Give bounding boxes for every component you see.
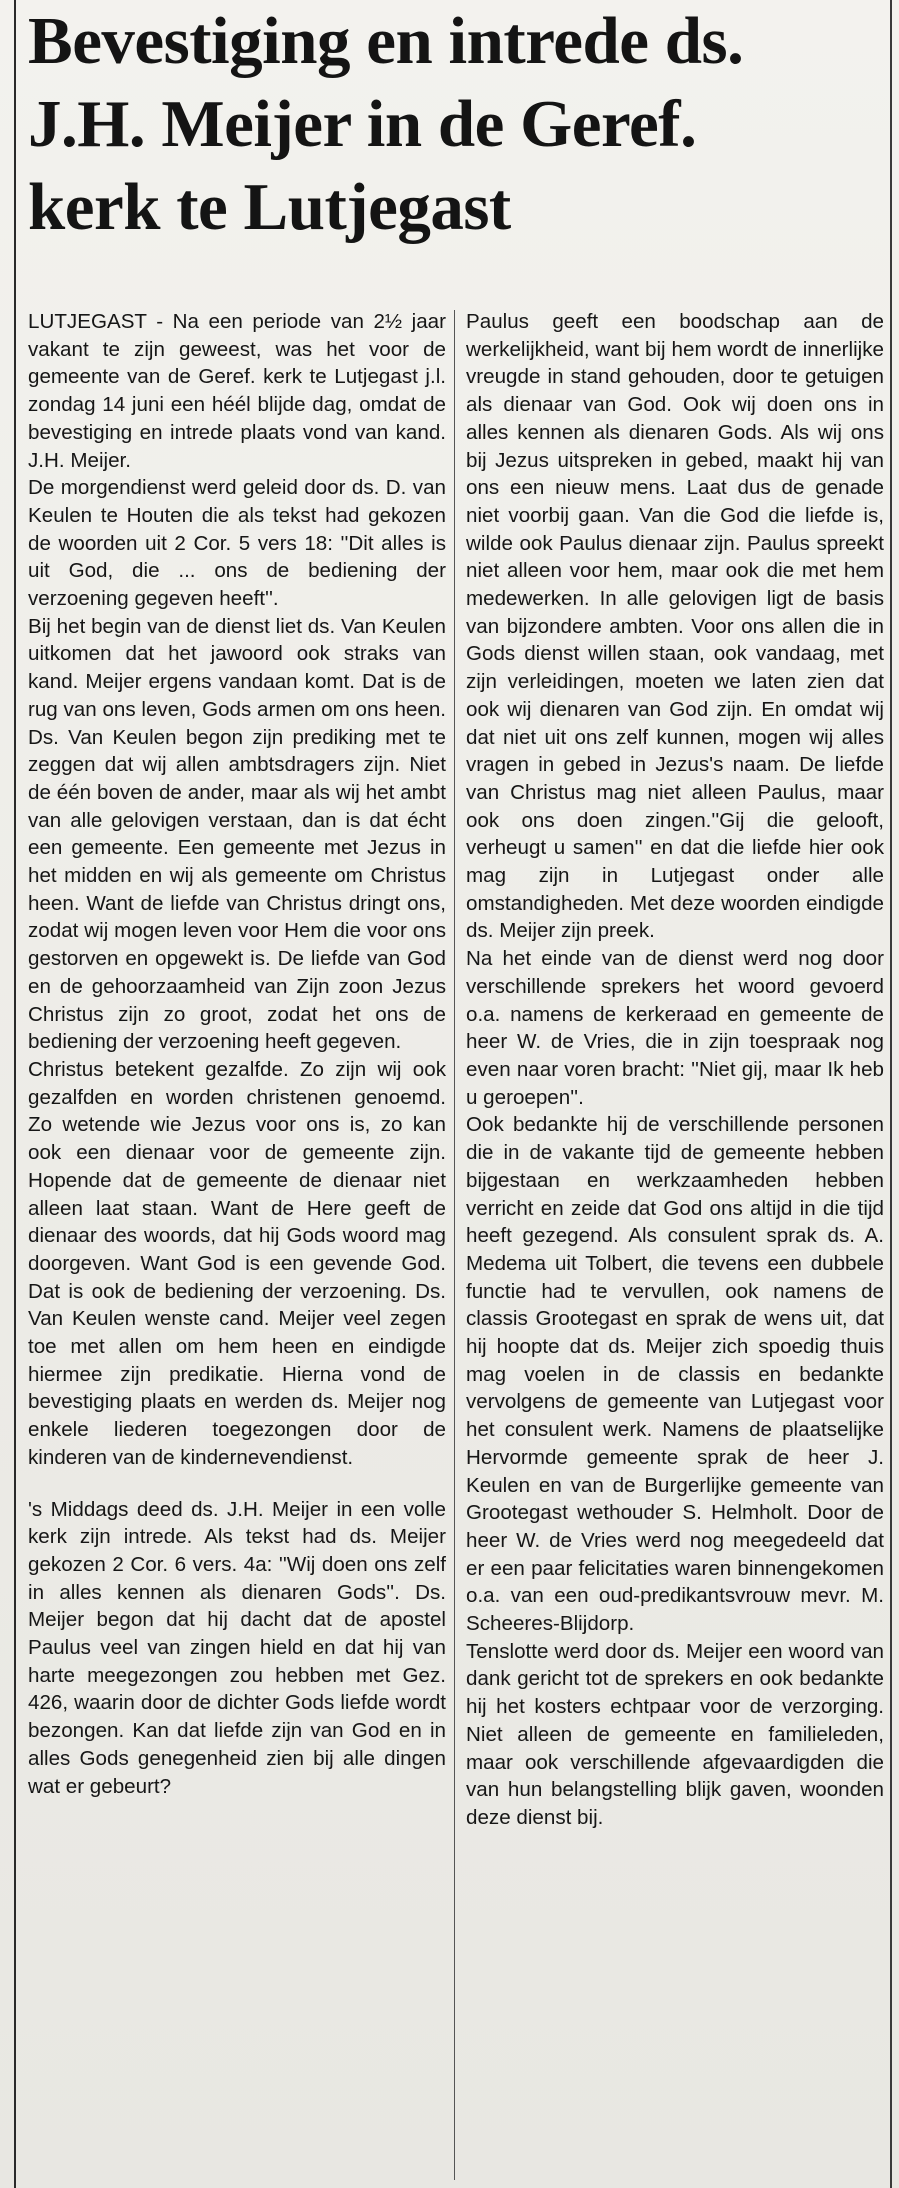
headline (28, 0, 888, 249)
paragraph-christus: Christus betekent gezalfde. Zo zijn wij ook gezalfden en worden christenen genoemd. Zo wetende wie Jezus voor ons is, zo kan ook een dienaar voor de gemeente zijn. Hopende dat de gemeente de dienaar niet alleen laat staan. Want de Here geeft de dienaar des woords, dat hij Gods woord mag doorgeven. Want God is een gevende God. Dat is ook de bediening der verzoening. Ds. Van Keulen wenste cand. Meijer veel zegen toe met allen om hem heen en eindigde hiermee zijn predikatie. Hierna vond de bevestiging plaats en werden ds. Meijer nog enkele liederen toegezongen door de kinderen van de kindernevendienst. (28, 1057, 446, 1469)
headline-line-3: kerk te Lutjegast (28, 170, 511, 244)
headline-line-1: Bevestiging en intrede ds. (28, 4, 744, 78)
paragraph-speakers: Na het einde van de dienst werd nog door verschillende sprekers het woord gevoerd o.a. namens de kerkeraad en gemeente de heer W. de Vries, die in zijn toespraak nog even naar voren bracht: ''Niet gij, maar Ik heb u geroepen''. (466, 947, 884, 1109)
paragraph-morning-service: De morgendienst werd geleid door ds. D. van Keulen te Houten die als tekst had gekozen de woorden uit 2 Cor. 5 vers 18: ''Dit alles is uit God, die ... ons de bediening der verzoening gegeven heeft''. (28, 476, 446, 611)
right-edge-rule (890, 0, 892, 2188)
article-column-right (466, 308, 884, 1832)
left-column-rule (14, 0, 16, 2188)
headline-line-2: J.H. Meijer in de Geref. (28, 87, 697, 161)
column-divider (454, 310, 455, 2180)
paragraph-sermon-start: Bij het begin van de dienst liet ds. Van Keulen uitkomen dat het jawoord ook straks van kand. Meijer ergens vandaan komt. Dat is de rug van ons leven, Gods armen om ons heen. Ds. Van Keulen begon zijn prediking met te zeggen dat wij allen ambtsdragers zijn. Niet de één boven de ander, maar als wij het ambt van alle gelovigen verstaan, dan is dat écht een gemeente. Een gemeente met Jezus in het midden en wij als gemeente om Christus heen. Want de liefde van Christus dringt ons, zodat wij mogen leven voor Hem die voor ons gestorven en opgewekt is. De liefde van God en de gehoorzaamheid van Zijn zoon Jezus Christus zijn zo groot, zodat het ons de bediening der verzoening heeft gegeven. (28, 614, 446, 1054)
paragraph-thanks: Ook bedankte hij de verschillende personen die in de vakante tijd de gemeente hebben bijgestaan en werkzaamheden hebben verricht en zeide dat God ons altijd in die tijd heeft gezegend. Als consulent sprak ds. A. Medema uit Tolbert, die tevens een dubbele functie had te vervullen, ook namens de classis Grootegast en sprak de wens uit, dat hij hoopte dat ds. Meijer zich spoedig thuis mag voelen in de classis en bedankte vervolgens de gemeente van Lutjegast voor het consulent werk. Namens de plaatselijke Hervormde gemeente sprak de heer J. Keulen en van de Burgerlijke gemeente van Grootegast wethouder S. Helmholt. Door de heer W. de Vries werd nog meegedeeld dat er een paar felicitaties waren binnengekomen o.a. van een oud-predikantsvrouw mevr. M. Scheeres-Blijdorp. (466, 1113, 884, 1636)
paragraph-afternoon-service: 's Middags deed ds. J.H. Meijer in een volle kerk zijn intrede. Als tekst had ds. Meijer gekozen 2 Cor. 6 vers. 4a: ''Wij doen ons zelf in alles kennen als dienaren Gods''. Ds. Meijer begon dat hij dacht dat de apostel Paulus veel van zingen hield en dat hij van harte meegezongen zou hebben met Gez. 426, waarin door de dichter Gods liefde wordt bezongen. Kan dat liefde zijn van God en in alles Gods genegenheid zien bij alle dingen wat er gebeurt? (28, 1497, 446, 1798)
article-column-left (28, 308, 446, 1800)
paragraph-closing: Tenslotte werd door ds. Meijer een woord van dank gericht tot de sprekers en ook bedankte hij het kosters echtpaar voor de verzorging. Niet alleen de gemeente en familieleden, maar ook verschillende afgevaardigden die van hun belangstelling blijk gaven, woonden deze dienst bij. (466, 1639, 884, 1829)
paragraph-intro: LUTJEGAST - Na een periode van 2½ jaar vakant te zijn geweest, was het voor de gemeente van de Geref. kerk te Lutjegast j.l. zondag 14 juni een héél blijde dag, omdat de bevestiging en intrede plaats vond van kand. J.H. Meijer. (28, 310, 446, 472)
paragraph-paulus: Paulus geeft een boodschap aan de werkelijkheid, want bij hem wordt de innerlijke vreugde in stand gehouden, door te getuigen als dienaar van God. Ook wij doen ons in alles kennen als dienaren Gods. Als wij ons bij Jezus uitspreken in gebed, maakt hij van ons een nieuw mens. Laat dus de genade niet voorbij gaan. Van die God die liefde is, wilde ook Paulus dienaar zijn. Paulus spreekt niet alleen voor hem, maar ook die met hem medewerken. In alle gelovigen ligt de basis van bijzondere ambten. Voor ons allen die in Gods dienst willen staan, ook vandaag, met zijn verleidingen, moeten we laten zien dat ook wij dienaren van God zijn. En omdat wij dat niet uit ons zelf kunnen, mogen wij alles vragen in gebed in Jezus's naam. De liefde van Christus mag niet alleen Paulus, maar ook ons doen zingen.''Gij die gelooft, verheugt u samen'' en dat die liefde hier ook mag zijn in Lutjegast onder alle omstandigheden. Met deze woorden eindigde ds. Meijer zijn preek. (466, 310, 884, 943)
